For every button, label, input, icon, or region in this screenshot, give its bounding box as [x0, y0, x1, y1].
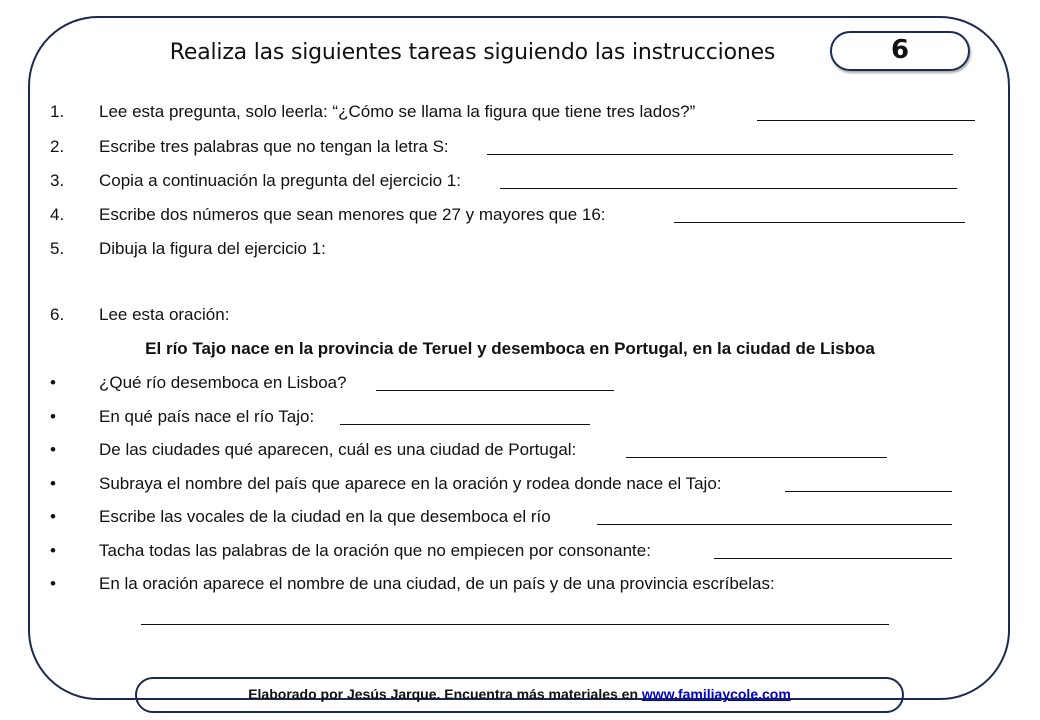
question-text: De las ciudades qué aparecen, cuál es una ciudad de Portugal: — [99, 440, 577, 459]
answer-line-q2[interactable] — [340, 424, 590, 425]
item-number: 3. — [50, 171, 65, 190]
item-text: Dibuja la figura del ejercicio 1: — [99, 239, 326, 258]
question-text: Escribe las vocales de la ciudad en la que desemboca el río — [99, 507, 551, 526]
answer-line-1[interactable] — [757, 120, 975, 121]
bullet: • — [50, 407, 56, 426]
footer-credit — [135, 677, 904, 713]
answer-line-q3[interactable] — [626, 457, 887, 458]
footer-text: Elaborado por Jesús Jarque. Encuentra más materiales en — [248, 686, 642, 702]
answer-line-q5[interactable] — [597, 524, 952, 525]
item-number: 1. — [50, 102, 65, 121]
question-text: Subraya el nombre del país que aparece en la oración y rodea donde nace el Tajo: — [99, 474, 722, 493]
answer-line-2[interactable] — [487, 154, 953, 155]
bullet: • — [50, 541, 56, 560]
answer-line-4[interactable] — [674, 222, 965, 223]
sheet-number-badge: 6 — [830, 31, 970, 71]
item-text: Escribe tres palabras que no tengan la letra S: — [99, 137, 449, 156]
bullet: • — [50, 507, 56, 526]
question-text: En qué país nace el río Tajo: — [99, 407, 315, 426]
answer-line-q7[interactable] — [141, 624, 889, 625]
answer-line-3[interactable] — [500, 188, 957, 189]
item-text: Lee esta pregunta, solo leerla: “¿Cómo se llama la figura que tiene tres lados?” — [99, 102, 696, 121]
answer-line-q6[interactable] — [714, 558, 952, 559]
reading-sentence: El río Tajo nace en la provincia de Teruel y desemboca en Portugal, en la ciudad de Lisboa — [145, 339, 875, 358]
drawing-area[interactable] — [99, 262, 959, 296]
item-text: Lee esta oración: — [99, 305, 230, 324]
bullet: • — [50, 440, 56, 459]
item-number: 2. — [50, 137, 65, 156]
item-number: 5. — [50, 239, 65, 258]
question-text: ¿Qué río desemboca en Lisboa? — [99, 373, 347, 392]
item-number: 6. — [50, 305, 65, 324]
page-title: Realiza las siguientes tareas siguiendo las instrucciones — [169, 40, 776, 65]
answer-line-q1[interactable] — [376, 390, 614, 391]
answer-line-q4[interactable] — [785, 491, 952, 492]
bullet: • — [50, 373, 56, 392]
item-text: Copia a continuación la pregunta del ejercicio 1: — [99, 171, 461, 190]
bullet: • — [50, 474, 56, 493]
item-number: 4. — [50, 205, 65, 224]
item-text: Escribe dos números que sean menores que 27 y mayores que 16: — [99, 205, 606, 224]
footer-link[interactable]: www.familiaycole.com — [641, 686, 791, 702]
bullet: • — [50, 574, 56, 593]
question-text: Tacha todas las palabras de la oración que no empiecen por consonante: — [99, 541, 651, 560]
question-text: En la oración aparece el nombre de una ciudad, de un país y de una provincia escríbelas: — [99, 574, 775, 593]
